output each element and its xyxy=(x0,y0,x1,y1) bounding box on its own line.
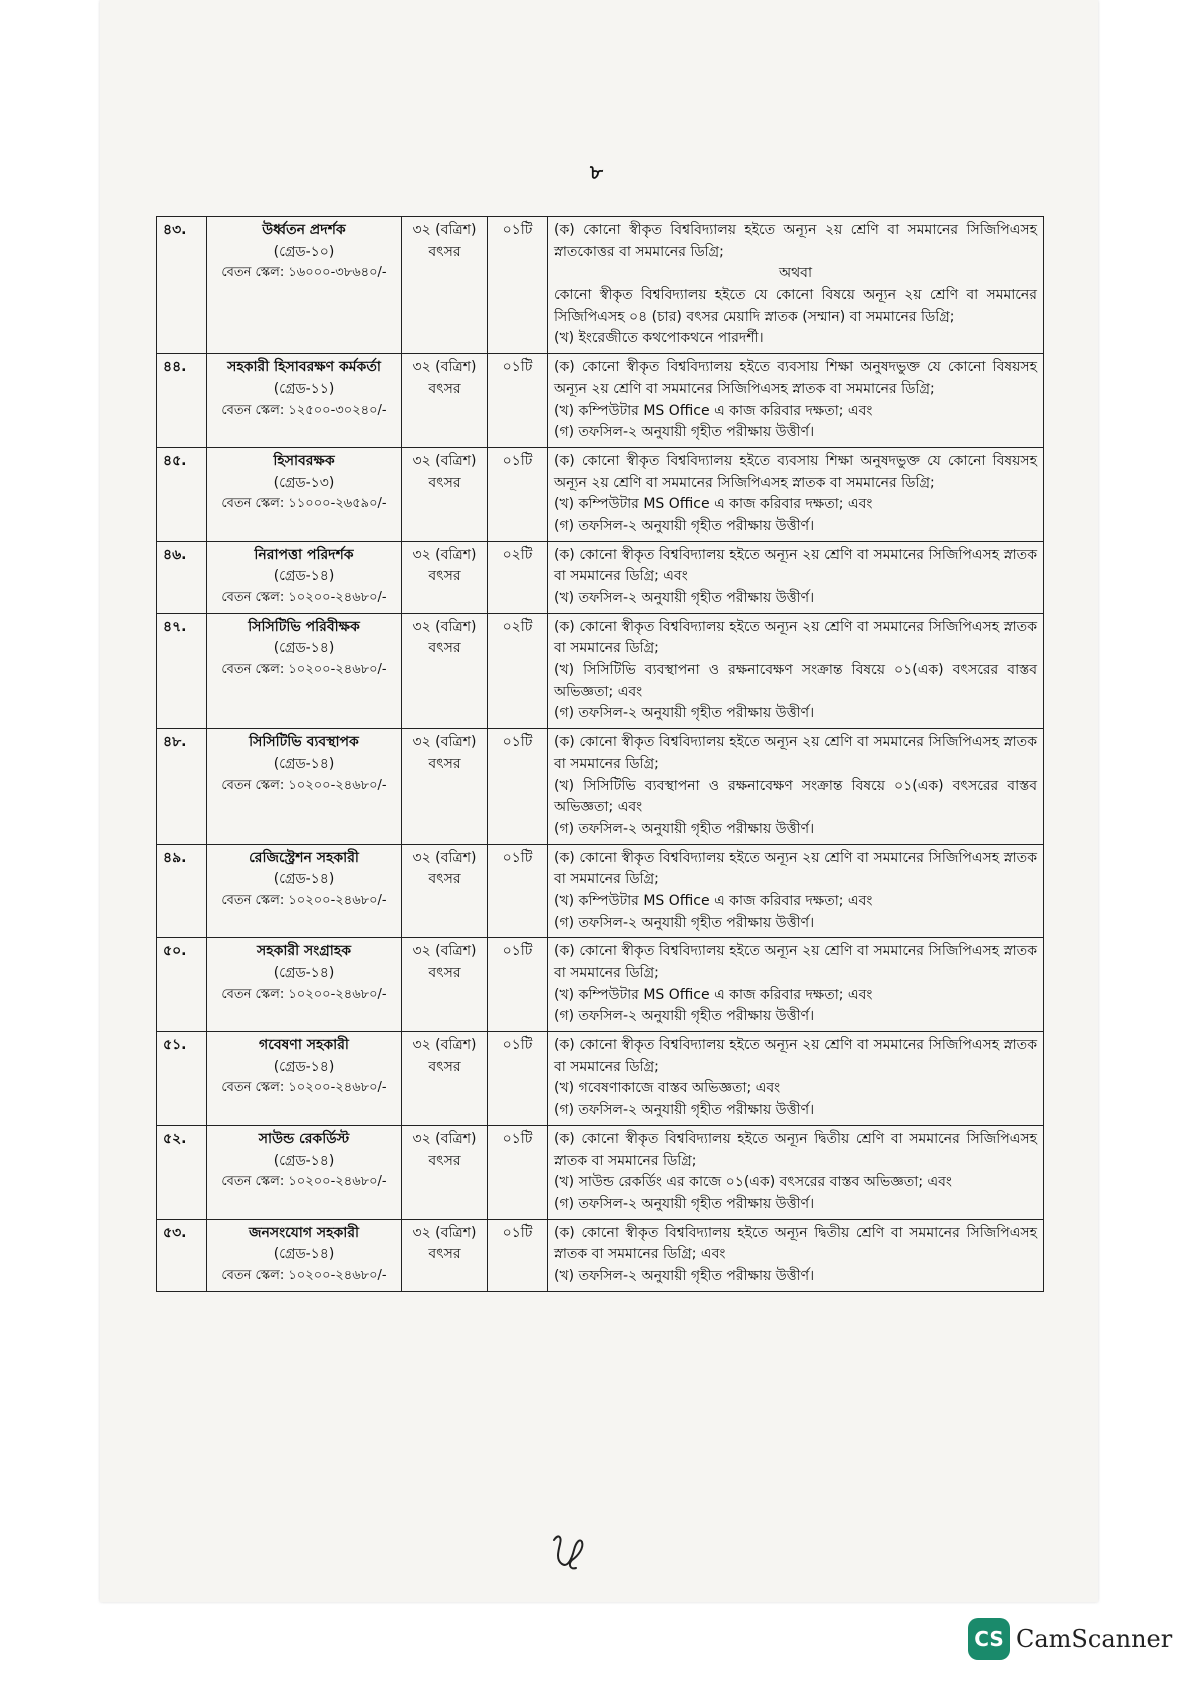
qualification-line: (ক) কোনো স্বীকৃত বিশ্ববিদ্যালয় হইতে অন্যূন দ্বিতীয় শ্রেণি বা সমমানের সিজিপিএসহ স্নাতক বা সমমানের ডিগ্রি; এবং xyxy=(554,1224,1037,1263)
pay-scale: বেতন স্কেল: ১০২০০-২৪৬৮০/- xyxy=(221,1080,387,1096)
grade-label: (গ্রেড-১৪) xyxy=(273,1058,335,1075)
serial-cell: ৫২. xyxy=(157,1125,207,1219)
qualification-line: (গ) তফসিল-২ অনুযায়ী গৃহীত পরীক্ষায় উত্তীর্ণ। xyxy=(554,517,815,534)
serial-cell: ৫০. xyxy=(157,938,207,1032)
camscanner-logo-icon: CS xyxy=(968,1618,1010,1660)
grade-label: (গ্রেড-১৪) xyxy=(273,640,335,657)
pay-scale: বেতন স্কেল: ১০২০০-২৪৬৮০/- xyxy=(221,662,387,678)
grade-label: (গ্রেড-১০) xyxy=(273,243,335,260)
qualification-line: (খ) সিসিটিভি ব্যবস্থাপনা ও রক্ষনাবেক্ষণ সংক্রান্ত বিষয়ে ০১(এক) বৎসরের বাস্তব অভিজ্ঞতা; এবং xyxy=(554,662,1037,700)
qualification-line: (গ) তফসিল-২ অনুযায়ী গৃহীত পরীক্ষায় উত্তীর্ণ। xyxy=(554,1008,815,1025)
qualification-cell xyxy=(548,217,1044,354)
qualification-line: কোনো স্বীকৃত বিশ্ববিদ্যালয় হইতে যে কোনো বিষয়ে অন্যূন ২য় শ্রেণি বা সমমানের সিজিপিএসহ ০৪ (চার) বৎসর মেয়াদি স্নাতক (সম্মান) বা সমমানের ডিগ্রি; xyxy=(554,287,1037,325)
table-row xyxy=(157,1219,1044,1291)
qualification-line: (গ) তফসিল-২ অনুযায়ী গৃহীত পরীক্ষায় উত্তীর্ণ। xyxy=(554,820,815,837)
qualification-cell xyxy=(548,729,1044,844)
qualification-line: (ক) কোনো স্বীকৃত বিশ্ববিদ্যালয় হইতে অন্যূন দ্বিতীয় শ্রেণি বা সমমানের সিজিপিএসহ স্নাতক বা সমমানের ডিগ্রি; xyxy=(554,1130,1037,1169)
grade-label: (গ্রেড-১৪) xyxy=(273,871,335,888)
grade-label: (গ্রেড-১৪) xyxy=(273,1246,335,1263)
grade-label: (গ্রেড-১৪) xyxy=(273,755,335,772)
post-cell xyxy=(207,354,402,448)
grade-label: (গ্রেড-১৪) xyxy=(273,1152,335,1169)
serial-cell: ৫৩. xyxy=(157,1219,207,1291)
pay-scale: বেতন স্কেল: ১০২০০-২৪৬৮০/- xyxy=(221,590,387,605)
qualification-line: (খ) সিসিটিভি ব্যবস্থাপনা ও রক্ষনাবেক্ষণ সংক্রান্ত বিষয়ে ০১(এক) বৎসরের বাস্তব অভিজ্ঞতা; এবং xyxy=(554,777,1037,816)
serial-cell: ৪৭. xyxy=(157,613,207,728)
post-name: সিসিটিভি ব্যবস্থাপক xyxy=(249,734,359,751)
age-limit-cell: ৩২ (বত্রিশ) বৎসর xyxy=(402,844,488,938)
post-name: নিরাপত্তা পরিদর্শক xyxy=(254,546,354,563)
age-limit-cell: ৩২ (বত্রিশ) বৎসর xyxy=(402,1219,488,1291)
post-count-cell: ০১টি xyxy=(488,938,548,1032)
qualification-line: (গ) তফসিল-২ অনুযায়ী গৃহীত পরীক্ষায় উত্তীর্ণ। xyxy=(554,1195,815,1212)
age-limit-cell: ৩২ (বত্রিশ) বৎসর xyxy=(402,613,488,728)
qualification-line: (খ) ইংরেজীতে কথপোকথনে পারদর্শী। xyxy=(554,330,764,347)
serial-cell: ৪৫. xyxy=(157,447,207,541)
table-row xyxy=(157,217,1044,354)
camscanner-name: CamScanner xyxy=(1016,1625,1173,1653)
qualification-line: (গ) তফসিল-২ অনুযায়ী গৃহীত পরীক্ষায় উত্তীর্ণ। xyxy=(554,914,815,931)
pay-scale: বেতন স্কেল: ১২৫০০-৩০২৪০/- xyxy=(221,402,387,418)
age-limit-cell: ৩২ (বত্রিশ) বৎসর xyxy=(402,729,488,844)
post-cell xyxy=(207,844,402,938)
post-cell xyxy=(207,217,402,354)
serial-cell: ৫১. xyxy=(157,1032,207,1126)
qualification-line: (খ) কম্পিউটার MS Office এ কাজ করিবার দক্ষতা; এবং xyxy=(554,402,873,419)
pay-scale: বেতন স্কেল: ১০২০০-২৪৬৮০/- xyxy=(221,1267,387,1283)
post-name: হিসাবরক্ষক xyxy=(273,452,335,469)
post-count-cell: ০১টি xyxy=(488,729,548,844)
signature-icon xyxy=(548,1530,588,1574)
table-row xyxy=(157,844,1044,938)
post-cell xyxy=(207,447,402,541)
post-cell xyxy=(207,1219,402,1291)
serial-cell: ৪৩. xyxy=(157,217,207,354)
page-number: ৮ xyxy=(590,160,603,184)
qualification-line: (ক) কোনো স্বীকৃত বিশ্ববিদ্যালয় হইতে অন্যূন ২য় শ্রেণি বা সমমানের সিজিপিএসহ স্নাতক বা সমমানের ডিগ্রি; xyxy=(554,849,1037,888)
qualification-line: (খ) কম্পিউটার MS Office এ কাজ করিবার দক্ষতা; এবং xyxy=(554,496,873,513)
qualification-line: (ক) কোনো স্বীকৃত বিশ্ববিদ্যালয় হইতে অন্যূন ২য় শ্রেণি বা সমমানের সিজিপিএসহ স্নাতক বা সমমানের ডিগ্রি; xyxy=(554,943,1037,981)
qualification-cell xyxy=(548,447,1044,541)
table-row xyxy=(157,447,1044,541)
post-count-cell: ০২টি xyxy=(488,541,548,613)
table-row xyxy=(157,938,1044,1032)
qualification-line: (খ) তফসিল-২ অনুযায়ী গৃহীত পরীক্ষায় উত্তীর্ণ। xyxy=(554,1267,815,1284)
post-name: সহকারী হিসাবরক্ষণ কর্মকর্তা xyxy=(227,359,381,376)
recruitment-table xyxy=(156,216,1044,1292)
serial-cell: ৪৪. xyxy=(157,354,207,448)
post-count-cell: ০১টি xyxy=(488,844,548,938)
grade-label: (গ্রেড-১১) xyxy=(273,380,335,397)
qualification-line: (গ) তফসিল-২ অনুযায়ী গৃহীত পরীক্ষায় উত্তীর্ণ। xyxy=(554,705,815,722)
post-name: উর্ধ্বতন প্রদর্শক xyxy=(262,222,346,238)
post-count-cell: ০১টি xyxy=(488,1032,548,1126)
age-limit-cell: ৩২ (বত্রিশ) বৎসর xyxy=(402,938,488,1032)
qualification-cell xyxy=(548,613,1044,728)
serial-cell: ৪৮. xyxy=(157,729,207,844)
qualification-line: (খ) কম্পিউটার MS Office এ কাজ করিবার দক্ষতা; এবং xyxy=(554,986,873,1003)
post-cell xyxy=(207,729,402,844)
post-count-cell: ০১টি xyxy=(488,1125,548,1219)
post-name: সাউন্ড রেকর্ডিস্ট xyxy=(258,1130,350,1147)
qualification-line: (ক) কোনো স্বীকৃত বিশ্ববিদ্যালয় হইতে অন্যূন ২য় শ্রেণি বা সমমানের সিজিপিএসহ স্নাতক বা সমমানের ডিগ্রি; xyxy=(554,734,1037,772)
post-count-cell: ০১টি xyxy=(488,447,548,541)
qualification-line: (ক) কোনো স্বীকৃত বিশ্ববিদ্যালয় হইতে অন্যূন ২য় শ্রেণি বা সমমানের সিজিপিএসহ স্নাতক বা সমমানের ডিগ্রি; xyxy=(554,618,1037,657)
qualification-line: (ক) কোনো স্বীকৃত বিশ্ববিদ্যালয় হইতে অন্যূন ২য় শ্রেণি বা সমমানের সিজিপিএসহ স্নাতক বা সমমানের ডিগ্রি; xyxy=(554,1037,1037,1075)
qualification-cell xyxy=(548,844,1044,938)
post-name: জনসংযোগ সহকারী xyxy=(248,1224,360,1241)
qualification-cell xyxy=(548,1219,1044,1291)
table-body xyxy=(157,217,1044,1292)
qualification-line: অথবা xyxy=(778,265,813,282)
camscanner-watermark xyxy=(968,1618,1172,1660)
post-cell xyxy=(207,541,402,613)
post-count-cell: ০১টি xyxy=(488,217,548,354)
serial-cell: ৪৯. xyxy=(157,844,207,938)
qualification-cell xyxy=(548,1125,1044,1219)
qualification-cell xyxy=(548,541,1044,613)
qualification-line: (খ) তফসিল-২ অনুযায়ী গৃহীত পরীক্ষায় উত্তীর্ণ। xyxy=(554,590,815,606)
table-row xyxy=(157,613,1044,728)
post-cell xyxy=(207,938,402,1032)
age-limit-cell: ৩২ (বত্রিশ) বৎসর xyxy=(402,541,488,613)
age-limit-cell: ৩২ (বত্রিশ) বৎসর xyxy=(402,1125,488,1219)
qualification-line: (গ) তফসিল-২ অনুযায়ী গৃহীত পরীক্ষায় উত্তীর্ণ। xyxy=(554,424,815,441)
qualification-line: (খ) গবেষণাকাজে বাস্তব অভিজ্ঞতা; এবং xyxy=(554,1080,781,1097)
table-row xyxy=(157,1125,1044,1219)
post-name: সহকারী সংগ্রাহক xyxy=(256,943,351,960)
qualification-line: (ক) কোনো স্বীকৃত বিশ্ববিদ্যালয় হইতে ব্যবসায় শিক্ষা অনুষদভুক্ত যে কোনো বিষয়সহ অন্যূন ২য় শ্রেণি বা সমমানের সিজিপিএসহ স্নাতক বা সমমানের ডিগ্রি; xyxy=(554,452,1037,491)
grade-label: (গ্রেড-১৪) xyxy=(273,568,335,585)
age-limit-cell: ৩২ (বত্রিশ) বৎসর xyxy=(402,1032,488,1126)
table-row xyxy=(157,1032,1044,1126)
pay-scale: বেতন স্কেল: ১০২০০-২৪৬৮০/- xyxy=(221,777,387,793)
post-name: সিসিটিভি পরিবীক্ষক xyxy=(248,618,360,635)
table-row xyxy=(157,541,1044,613)
pay-scale: বেতন স্কেল: ১১০০০-২৬৫৯০/- xyxy=(221,496,387,512)
grade-label: (গ্রেড-১৩) xyxy=(273,474,335,491)
post-count-cell: ০২টি xyxy=(488,613,548,728)
table-row xyxy=(157,729,1044,844)
grade-label: (গ্রেড-১৪) xyxy=(273,965,335,981)
post-cell xyxy=(207,1032,402,1126)
post-count-cell: ০১টি xyxy=(488,1219,548,1291)
qualification-line: (ক) কোনো স্বীকৃত বিশ্ববিদ্যালয় হইতে ব্যবসায় শিক্ষা অনুষদভুক্ত যে কোনো বিষয়সহ অন্যূন ২য় শ্রেণি বা সমমানের সিজিপিএসহ স্নাতক বা সমমানের ডিগ্রি; xyxy=(554,359,1037,397)
qualification-line: (খ) কম্পিউটার MS Office এ কাজ করিবার দক্ষতা; এবং xyxy=(554,892,873,909)
table-row xyxy=(157,354,1044,448)
qualification-cell xyxy=(548,354,1044,448)
qualification-line: (ক) কোনো স্বীকৃত বিশ্ববিদ্যালয় হইতে অন্যূন ২য় শ্রেণি বা সমমানের সিজিপিএসহ স্নাতক বা সমমানের ডিগ্রি; এবং xyxy=(554,546,1037,585)
qualification-line: (খ) সাউন্ড রেকর্ডিং এর কাজে ০১(এক) বৎসরের বাস্তব অভিজ্ঞতা; এবং xyxy=(554,1174,952,1191)
post-count-cell: ০১টি xyxy=(488,354,548,448)
pay-scale: বেতন স্কেল: ১৬০০০-৩৮৬৪০/- xyxy=(221,265,387,281)
post-cell xyxy=(207,1125,402,1219)
pay-scale: বেতন স্কেল: ১০২০০-২৪৬৮০/- xyxy=(221,1174,387,1190)
qualification-cell xyxy=(548,938,1044,1032)
qualification-cell xyxy=(548,1032,1044,1126)
qualification-line: (ক) কোনো স্বীকৃত বিশ্ববিদ্যালয় হইতে অন্যূন ২য় শ্রেণি বা সমমানের সিজিপিএসহ স্নাতকোত্তর বা সমমানের ডিগ্রি; xyxy=(554,222,1037,260)
qualification-line: (গ) তফসিল-২ অনুযায়ী গৃহীত পরীক্ষায় উত্তীর্ণ। xyxy=(554,1102,815,1119)
age-limit-cell: ৩২ (বত্রিশ) বৎসর xyxy=(402,217,488,354)
pay-scale: বেতন স্কেল: ১০২০০-২৪৬৮০/- xyxy=(221,986,387,1002)
pay-scale: বেতন স্কেল: ১০২০০-২৪৬৮০/- xyxy=(221,892,387,908)
post-name: রেজিস্ট্রেশন সহকারী xyxy=(249,849,359,866)
post-cell xyxy=(207,613,402,728)
post-name: গবেষণা সহকারী xyxy=(259,1037,349,1054)
age-limit-cell: ৩২ (বত্রিশ) বৎসর xyxy=(402,354,488,448)
age-limit-cell: ৩২ (বত্রিশ) বৎসর xyxy=(402,447,488,541)
serial-cell: ৪৬. xyxy=(157,541,207,613)
